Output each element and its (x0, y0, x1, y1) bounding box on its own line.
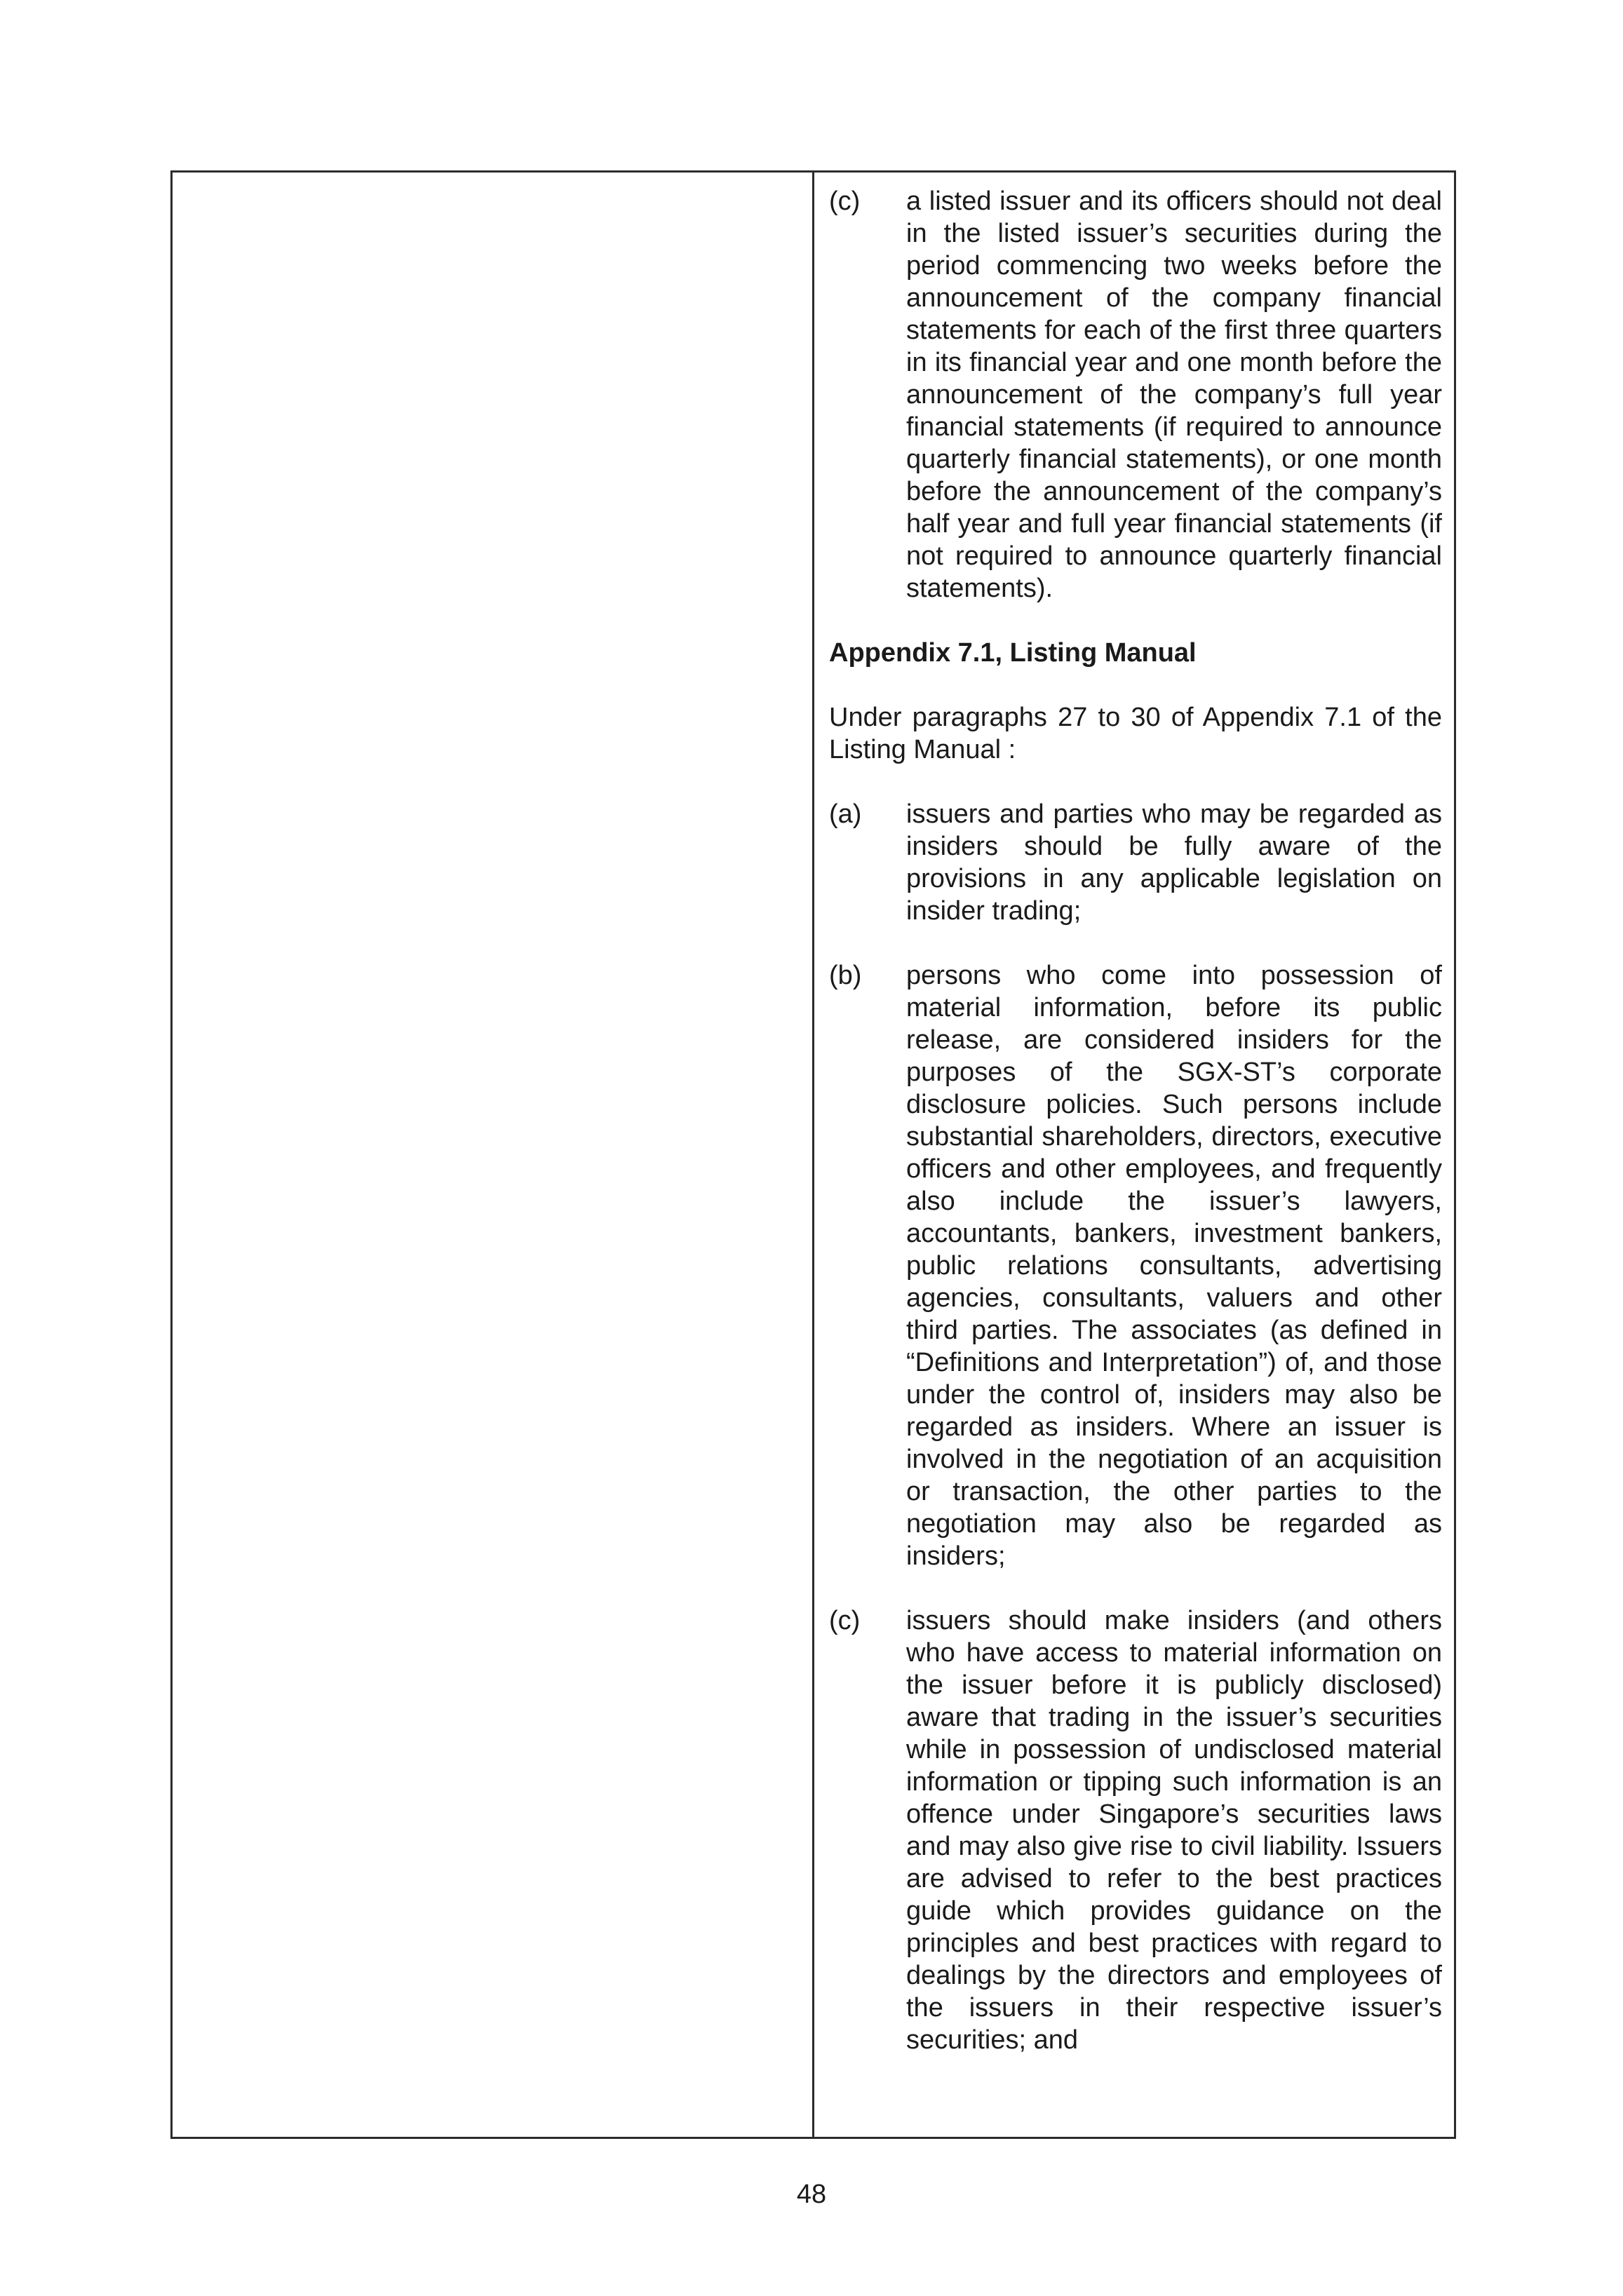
item-text: issuers and parties who may be regarded as insiders should be fully aware of the provisions in any applicable legislation on insider trading; (906, 799, 1442, 926)
column-divider (812, 170, 814, 2139)
item-text: persons who come into possession of material information, before its public release, are considered insiders for the purposes of the SGX-ST’s corporate disclosure policies. Such persons include substantial shareholders, directors, executive officers and other employees, and frequently also include the issuer’s lawyers, accountants, bankers, investment bankers, public relations consultants, advertising agencies, consultants, valuers and other third parties. The associates (as defined in “Definitions and Interpretation”) of, and those under the control of, insiders may also be regarded as insiders. Where an issuer is involved in the negotiation of an acquisition or transaction, the other parties to the negotiation may also be regarded as insiders; (906, 961, 1442, 1571)
item-label: (c) (829, 1606, 861, 1635)
page-number: 48 (796, 2180, 827, 2209)
right-column (829, 185, 1442, 2056)
list-item-a (829, 798, 1442, 927)
item-label: (b) (829, 961, 862, 990)
list-item-c-top (829, 185, 1442, 605)
item-label: (c) (829, 187, 861, 216)
section-heading: Appendix 7.1, Listing Manual (829, 638, 1197, 668)
item-text: issuers should make insiders (and others who have access to material information on the issuer before it is publicly disclosed) aware that trading in the issuer’s securities while in possession of undisclosed material information or tipping such information is an offence under Singapore’s securities laws and may also give rise to civil liability. Issuers are advised to refer to the best practices guide which provides guidance on the principles and best practices with regard to dealings by the directors and employees of the issuers in their respective issuer’s securities; and (906, 1606, 1442, 2055)
list-item-b (829, 959, 1442, 1572)
intro-paragraph: Under paragraphs 27 to 30 of Appendix 7.1 of the Listing Manual : (829, 703, 1442, 764)
item-label: (a) (829, 799, 862, 829)
item-text: a listed issuer and its officers should not deal in the listed issuer’s securities during the period commencing two weeks before the announcement of the company financial statements for each of the first three quarters in its financial year and one month before the announcement of the company’s full year financial statements (if required to announce quarterly financial statements), or one month before the announcement of the company’s half year and full year financial statements (if not required to announce quarterly financial statements). (906, 187, 1442, 603)
list-item-c (829, 1605, 1442, 2056)
